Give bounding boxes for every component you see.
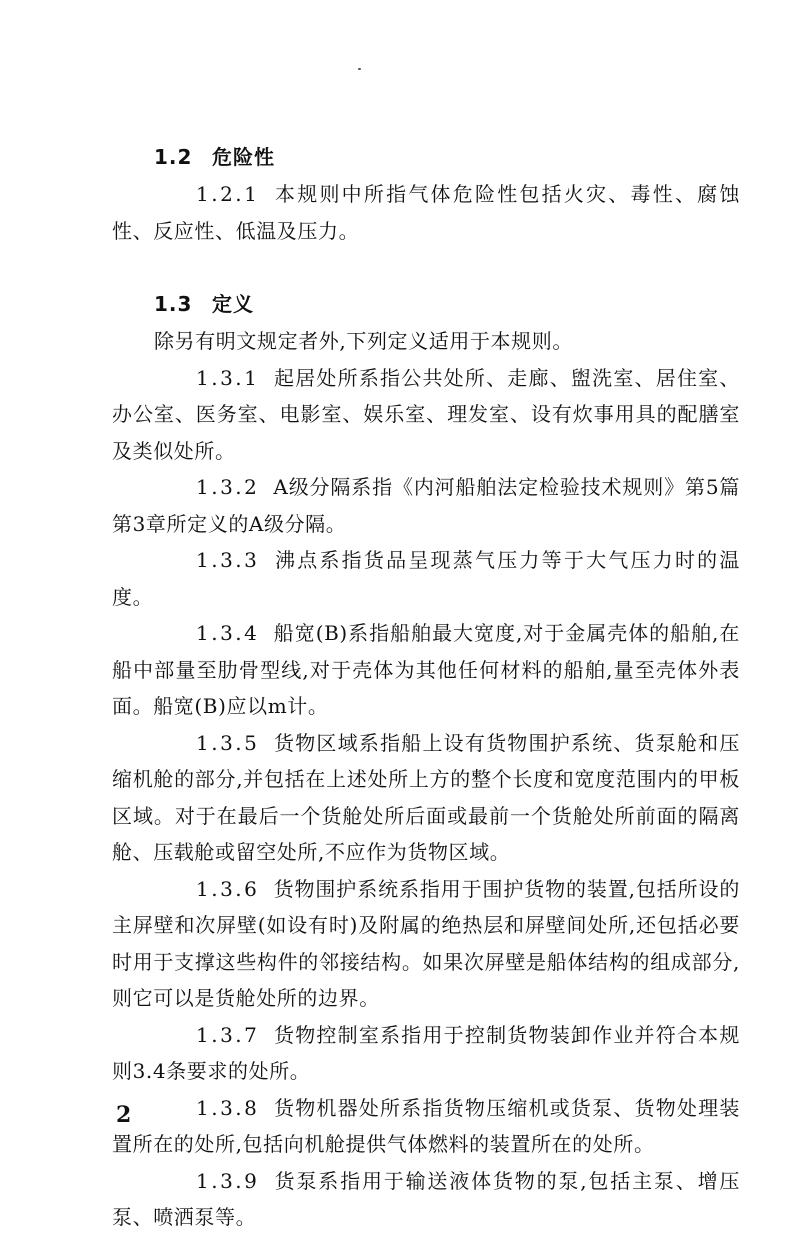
clause-number: 1.3.6 <box>196 876 260 901</box>
clause-number: 1.3.1 <box>196 365 260 390</box>
section-intro: 除另有明文规定者外,下列定义适用于本规则。 <box>154 329 573 353</box>
section-title: 定义 <box>212 292 254 316</box>
clause-1-3-9 <box>112 1163 740 1236</box>
clause-1-3-5 <box>112 725 740 871</box>
clause-1-3-7 <box>112 1017 740 1090</box>
clause-text: 货泵系指用于输送液体货物的泵,包括主泵、增压泵、喷洒泵等。 <box>112 1168 740 1229</box>
clause-number: 1.3.3 <box>196 548 260 572</box>
clause-1-3-1 <box>112 360 740 470</box>
clause-number: 1.3.7 <box>196 1022 260 1047</box>
clause-number: 1.3.4 <box>196 621 260 645</box>
clause-text: 起居处所系指公共处所、走廊、盥洗室、居住室、办公室、医务室、电影室、娱乐室、理发室、设有炊事用具的配膳室及类似处所。 <box>112 365 740 463</box>
page-number: 2 <box>116 1102 132 1128</box>
clause-number: 1.3.2 <box>196 475 260 499</box>
clause-1-3-3 <box>112 542 740 615</box>
clause-text: 货物机器处所系指货物压缩机或货泵、货物处理装置所在的处所,包括向机舱提供气体燃料的装置所在的处所。 <box>112 1095 740 1156</box>
scan-speck <box>358 68 361 70</box>
clause-number: 1.3.9 <box>196 1168 260 1193</box>
clause-text: 沸点系指货品呈现蒸气压力等于大气压力时的温度。 <box>112 548 740 609</box>
clause-text: 货物区域系指船上设有货物围护系统、货泵舱和压缩机舱的部分,并包括在上述处所上方的整个长度和宽度范围内的甲板区域。对于在最后一个货舱处所后面或最前一个货舱处所前面的隔离舱、压载舱或留空处所,不应作为货物区域。 <box>112 730 740 864</box>
clause-1-3-2 <box>112 469 740 542</box>
clause-number: 1.3.8 <box>196 1095 260 1120</box>
clause-text: 本规则中所指气体危险性包括火灾、毒性、腐蚀性、反应性、低温及压力。 <box>112 182 740 243</box>
section-heading-1-2 <box>112 138 740 176</box>
clause-text: 货物围护系统系指用于围护货物的装置,包括所设的主屏壁和次屏壁(如设有时)及附属的绝热层和屏壁间处所,还包括必要时用于支撑这些构件的邻接结构。如果次屏壁是船体结构的组成部分,则它可以是货舱处所的边界。 <box>112 876 740 1010</box>
page-content <box>112 138 740 1236</box>
section-heading-1-3 <box>112 285 740 323</box>
section-title: 危险性 <box>212 145 275 169</box>
clause-text: 货物控制室系指用于控制货物装卸作业并符合本规则3.4条要求的处所。 <box>112 1022 740 1083</box>
clause-number: 1.2.1 <box>196 182 260 206</box>
clause-1-2-1 <box>112 176 740 249</box>
clause-number: 1.3.5 <box>196 730 260 755</box>
clause-1-3-6 <box>112 871 740 1017</box>
clause-1-3-4 <box>112 615 740 725</box>
clause-1-3-8 <box>112 1090 740 1163</box>
section-number: 1.2 <box>154 145 193 169</box>
clause-text: A级分隔系指《内河船舶法定检验技术规则》第5篇第3章所定义的A级分隔。 <box>112 475 740 536</box>
clause-text: 船宽(B)系指船舶最大宽度,对于金属壳体的船舶,在船中部量至肋骨型线,对于壳体为其他任何材料的船舶,量至壳体外表面。船宽(B)应以m计。 <box>112 621 740 718</box>
section-number: 1.3 <box>154 292 193 316</box>
